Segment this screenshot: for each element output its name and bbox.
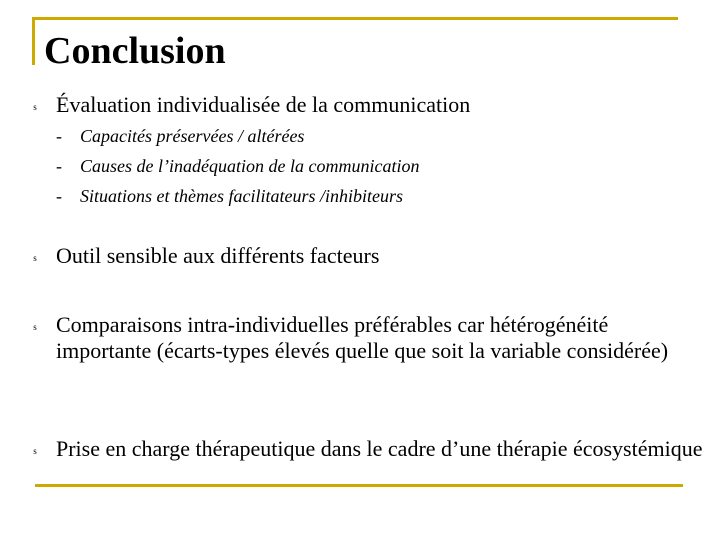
dash-marker: - (56, 126, 62, 146)
sub-item-text: Causes de l’inadéquation de la communication (80, 156, 420, 176)
dash-marker: - (56, 186, 62, 206)
dash-marker: - (56, 156, 62, 176)
bullet-item: Prise en charge thérapeutique dans le cadre d’une thérapie écosystémique (56, 436, 703, 461)
bullet-item: Comparaisons intra-individuelles préférables car hétérogénéité importante (écarts-types élevés quelle que soit la variable considérée) (56, 312, 669, 363)
square-bullet-icon: s (33, 253, 37, 263)
frame-top-line (32, 17, 678, 20)
sub-list-item (56, 185, 403, 207)
square-bullet-icon: s (33, 322, 37, 332)
sub-item-text: Capacités préservées / altérées (80, 126, 305, 146)
frame-bottom-line (35, 484, 683, 487)
bullet-item: Évaluation individualisée de la communication (56, 92, 471, 117)
frame-left-line (32, 17, 35, 65)
sub-item-text: Situations et thèmes facilitateurs /inhibiteurs (80, 186, 403, 206)
bullet-item: Outil sensible aux différents facteurs (56, 243, 380, 268)
sub-list-item (56, 125, 304, 147)
square-bullet-icon: s (33, 102, 37, 112)
slide-title: Conclusion (44, 30, 226, 72)
square-bullet-icon: s (33, 446, 37, 456)
sub-list-item (56, 155, 419, 177)
